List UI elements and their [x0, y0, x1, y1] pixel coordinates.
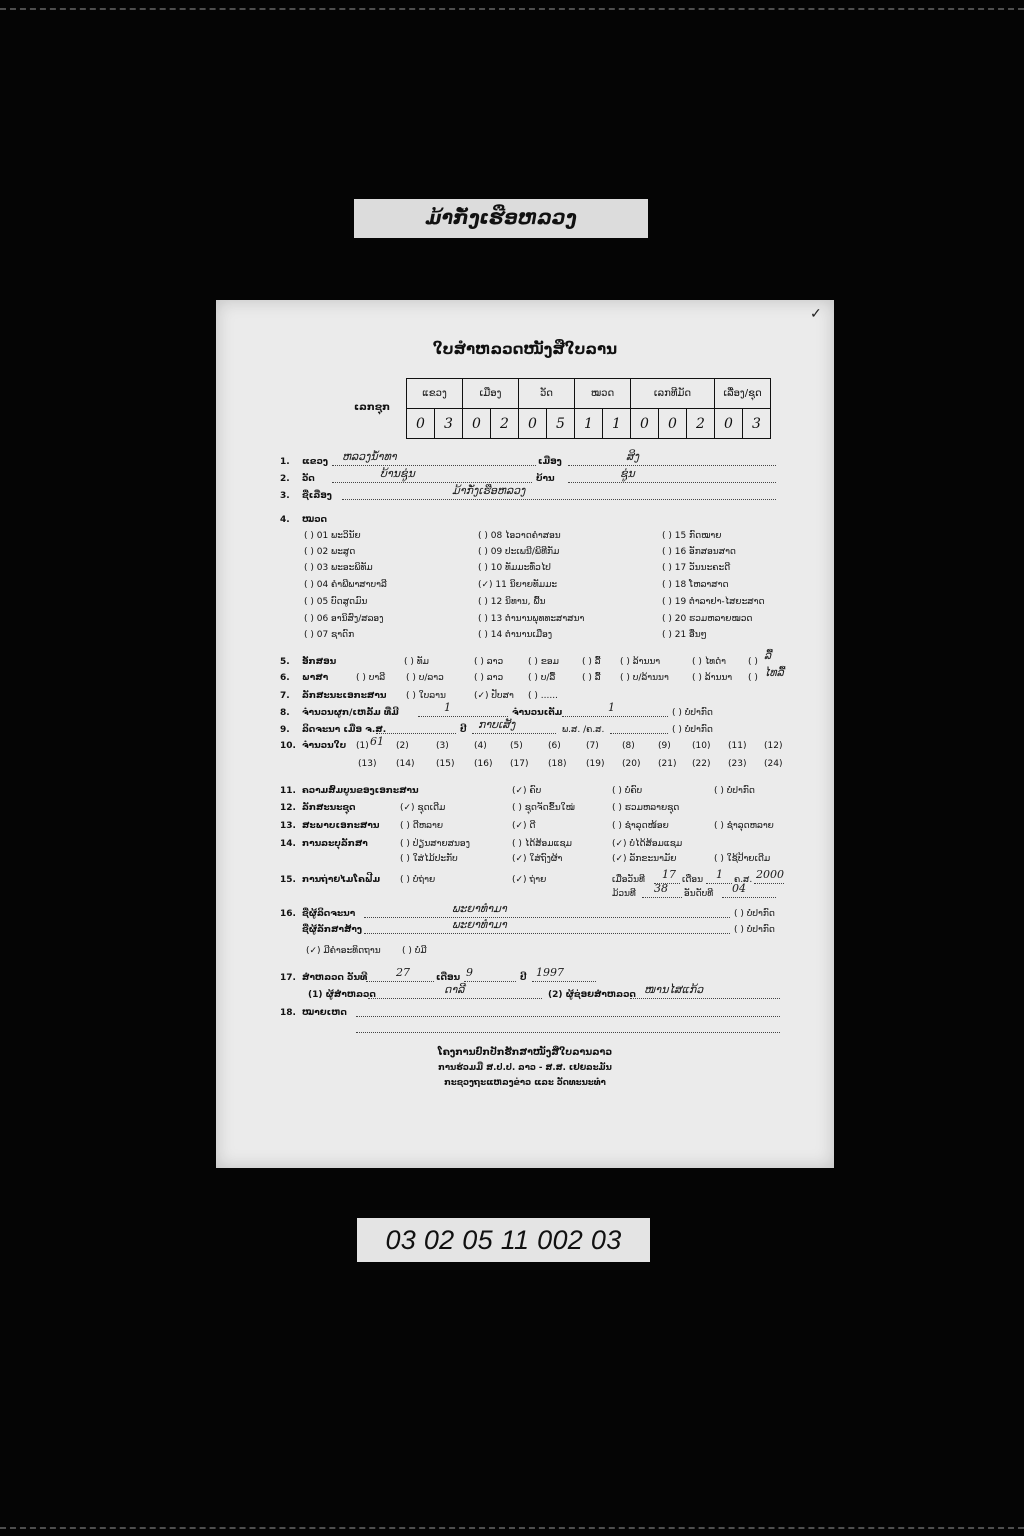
code-digit: 0	[659, 409, 687, 439]
script-option: ( ) ຂອມ	[528, 657, 559, 667]
survey-day: 27	[396, 966, 410, 979]
code-digit: 0	[519, 409, 547, 439]
leaves-slot: (15)	[436, 759, 455, 769]
province-label: ແຂວງ	[302, 457, 329, 467]
reel-code-label: 03 02 05 11 002 03	[357, 1218, 650, 1262]
fill-line	[418, 716, 508, 717]
fill-line	[532, 981, 596, 982]
language-option: ( ) ບ/ລື້	[528, 673, 556, 683]
script-option: ( ) ໄທດຳ	[692, 657, 726, 667]
code-digit: 2	[687, 409, 715, 439]
preservation-option: ( ) ໃຊ້ປ້າຍເດີມ	[714, 854, 771, 864]
code-label: ເລກຊຸກ	[354, 402, 391, 413]
prayer-option-checked: (✓) ມີຄຳອະທິດຖານ	[306, 946, 381, 956]
category-option: ( ) 01 ພະວິນັຍ	[304, 531, 361, 541]
leaves-first-value: 61	[370, 735, 384, 748]
corner-check-mark: ✓	[810, 306, 822, 322]
fill-line	[722, 897, 776, 898]
survey-year-label: ປີ	[520, 973, 527, 983]
language-option: ( ) ບ/ລ້ານນາ	[620, 673, 669, 683]
row-number: 13.	[280, 821, 296, 831]
code-digit-row	[407, 409, 771, 439]
category-option: ( ) 09 ປະເພນີ/ພິທີກັມ	[478, 547, 560, 557]
language-option: ( ) ລ້ານນາ	[692, 673, 733, 683]
language-other-box: ( )	[748, 673, 758, 683]
category-option: ( ) 06 ອານິສົງ/ສລອງ	[304, 614, 384, 624]
row-number: 11.	[280, 786, 296, 796]
bundles-unknown-option: ( ) ບໍ່ປາກົດ	[672, 708, 713, 718]
fill-line	[562, 716, 668, 717]
row-number: 18.	[280, 1008, 296, 1018]
row-number: 7.	[280, 691, 290, 701]
bundles-full-value: 1	[608, 701, 615, 714]
district-label: ເມືອງ	[538, 457, 562, 467]
leaves-slot: (23)	[728, 759, 747, 769]
row-number: 8.	[280, 708, 290, 718]
row-number: 1.	[280, 457, 290, 467]
script-option: ( ) ລາວ	[474, 657, 504, 667]
film-edge-bottom	[0, 1527, 1024, 1529]
code-col-story: ເລື່ອງ/ຊຸດ	[715, 379, 771, 409]
prayer-option: ( ) ບໍ່ມີ	[402, 946, 427, 956]
fill-line	[342, 499, 776, 500]
preservation-label: ການລະບຸລັກສາ	[302, 839, 368, 849]
row-number: 15.	[280, 875, 296, 885]
fill-line	[356, 1032, 780, 1033]
category-option: ( ) 18 ໂຫລາສາດ	[662, 580, 729, 590]
completeness-label: ຄວາມສົມບູນຂອງເອກະສານ	[302, 786, 419, 796]
survey-month-label: ເດືອນ	[436, 973, 461, 983]
code-digit: 0	[463, 409, 491, 439]
remarks-label: ໝາຍເຫດ	[302, 1008, 347, 1018]
leaves-slot: (12)	[764, 741, 783, 751]
language-option: ( ) ລື້	[582, 673, 601, 683]
script-option: ( ) ທັມ	[404, 657, 429, 667]
code-digit: 1	[575, 409, 603, 439]
material-option: ( ) ......	[528, 691, 558, 701]
leaves-slot: (14)	[396, 759, 415, 769]
author-unknown-option: ( ) ບໍ່ປາກົດ	[734, 909, 775, 919]
microfilm-year-label: ຄ.ສ.	[734, 875, 753, 885]
microfilm-reel: 38	[654, 882, 668, 895]
microfilm-option: ( ) ບໍ່ຖ່າຍ	[400, 875, 436, 885]
fill-line	[356, 1016, 780, 1017]
condition-label: ສະພາບເອກະສານ	[302, 821, 380, 831]
row-number: 2.	[280, 474, 290, 484]
fill-line	[332, 482, 532, 483]
story-title-value: ມ້າກັ່ງເຮືອຫລວງ	[452, 484, 526, 497]
category-option: ( ) 02 ພະສູດ	[304, 547, 356, 557]
row-number: 10.	[280, 741, 296, 751]
material-option-checked: (✓) ປັບສາ	[474, 691, 514, 701]
script-label: ອັກສອນ	[302, 657, 337, 667]
bundles-full-label: ຈຳນວນເຕັມ	[512, 708, 563, 718]
assistant-label: (2) ຜູ້ຊ່ອຍສຳຫລວດ	[548, 990, 636, 1000]
microfilm-order-label: ອັນດັບທີ	[684, 889, 714, 899]
leaves-slot: (7)	[586, 741, 599, 751]
copyist-unknown-option: ( ) ບໍ່ປາກົດ	[734, 925, 775, 935]
survey-year: 1997	[536, 966, 564, 979]
preservation-option-checked: (✓) ໃສ່ຖົງຜ້າ	[512, 854, 563, 864]
fill-line	[642, 897, 682, 898]
leaves-slot: (17)	[510, 759, 529, 769]
fill-line	[610, 733, 668, 734]
code-header-row	[407, 379, 771, 409]
row-number: 3.	[280, 491, 290, 501]
category-option: ( ) 12 ນິທານ, ພື້ນ	[478, 597, 546, 607]
fill-line	[472, 733, 556, 734]
microfilm-reel-label: ມ້ວນທີ	[612, 889, 636, 899]
temple-label: ວັດ	[302, 474, 315, 484]
material-option: ( ) ໃບລານ	[406, 691, 446, 701]
set-type-option: ( ) ຊຸດຈັດຂຶ້ນໃໝ່	[512, 803, 575, 813]
fill-line	[754, 883, 784, 884]
film-edge-top	[0, 8, 1024, 10]
fill-line	[464, 981, 516, 982]
surveyor-label: (1) ຜູ້ສຳຫລວດ	[308, 990, 376, 1000]
preservation-option: ( ) ໃສ່ໄມ້ປະກັບ	[400, 854, 458, 864]
completeness-option: ( ) ບໍ່ປາກົດ	[714, 786, 755, 796]
leaves-label: ຈຳນວນໃບ	[302, 741, 347, 751]
written-era-label: ພ.ສ. /ຄ.ສ.	[562, 725, 605, 735]
code-digit: 2	[491, 409, 519, 439]
microfilm-year: 2000	[756, 868, 784, 881]
category-option: ( ) 05 ບົດສູດມົນ	[304, 597, 368, 607]
fill-line	[568, 482, 776, 483]
row-number: 16.	[280, 909, 296, 919]
category-label: ໝວດ	[302, 515, 328, 525]
preservation-option-checked: (✓) ບໍ່ໄດ້ສ້ອມແຊມ	[612, 839, 683, 849]
written-year-label: ປີ	[460, 725, 467, 735]
footer-cooperation: ການຮ່ວມມື ສ.ປ.ປ. ລາວ - ສ.ສ. ເຢຍລະມັນ	[438, 1063, 612, 1073]
script-option: ( ) ລື້	[582, 657, 601, 667]
condition-option: ( ) ດີຫລາຍ	[400, 821, 444, 831]
category-option: ( ) 08 ໄອວາດຄຳສອນ	[478, 531, 561, 541]
category-option: ( ) 21 ອື່ນໆ	[662, 630, 707, 640]
row-number: 4.	[280, 515, 290, 525]
condition-option-checked: (✓) ດີ	[512, 821, 536, 831]
code-col-province: ແຂວງ	[407, 379, 463, 409]
leaves-slot: (2)	[396, 741, 409, 751]
microfilm-order: 04	[732, 882, 746, 895]
leaves-slot: (16)	[474, 759, 493, 769]
microfilm-date-label: ເມື່ອວັນທີ	[612, 875, 645, 885]
script-option: ( ) ລ້ານນາ	[620, 657, 661, 667]
set-type-label: ລັກສະນະຊຸດ	[302, 803, 356, 813]
set-type-option: ( ) ຮວມຫລາຍຊຸດ	[612, 803, 680, 813]
code-digit: 3	[435, 409, 463, 439]
code-col-category: ໝວດ	[575, 379, 631, 409]
fill-line	[364, 933, 730, 934]
code-col-bundle: ເລກທີມັດ	[631, 379, 715, 409]
code-table	[406, 378, 771, 439]
leaves-slot: (10)	[692, 741, 711, 751]
row-number: 12.	[280, 803, 296, 813]
footer-ministry: ກະຊວງຖະແຫລງຂ່າວ ແລະ ວັດທະນະທຳ	[444, 1078, 606, 1088]
fill-line	[332, 465, 536, 466]
category-option: ( ) 20 ຮວມຫລາຍໝວດ	[662, 614, 753, 624]
category-option: ( ) 17 ວັນນະຄະດີ	[662, 563, 731, 573]
fill-line	[364, 917, 730, 918]
script-other-value: ລື້	[764, 649, 772, 662]
leaves-slot: (8)	[622, 741, 635, 751]
author-value: ພະຍາທຳມາ	[452, 902, 507, 915]
microfilm-option-checked: (✓) ຖ່າຍ	[512, 875, 547, 885]
fill-line	[706, 883, 732, 884]
leaves-slot: (5)	[510, 741, 523, 751]
microfilm-label: ການຖ່າຍໄມໂຄຟີມ	[302, 875, 381, 885]
category-option: ( ) 07 ຊາດົກ	[304, 630, 355, 640]
leaves-slot: (4)	[474, 741, 487, 751]
script-other-box: ( )	[748, 657, 758, 667]
story-title-label: ຊື່ເລື່ອງ	[302, 491, 332, 501]
author-label: ຊື່ຜູ້ລິດຈະນາ	[302, 909, 356, 919]
category-option: ( ) 19 ຕຳລາຢາ-ໄສຍະສາດ	[662, 597, 765, 607]
category-option: ( ) 15 ກົດໝາຍ	[662, 531, 722, 541]
row-number: 14.	[280, 839, 296, 849]
leaves-slot: (24)	[764, 759, 783, 769]
preservation-option-checked: (✓) ລັກຂະນາມັຍ	[612, 854, 677, 864]
row-number: 5.	[280, 657, 290, 667]
bundles-value: 1	[444, 701, 451, 714]
preservation-option: ( ) ໄດ້ສ້ອມແຊມ	[512, 839, 572, 849]
fill-line	[630, 998, 780, 999]
row-number: 6.	[280, 673, 290, 683]
set-type-option-checked: (✓) ຊຸດເດີມ	[400, 803, 446, 813]
completeness-option-checked: (✓) ຄົບ	[512, 786, 542, 796]
leaves-slot: (22)	[692, 759, 711, 769]
leaves-slot: (19)	[586, 759, 605, 769]
category-option: ( ) 16 ອັກສອນສາດ	[662, 547, 736, 557]
leaves-slot: (6)	[548, 741, 561, 751]
microfilm-month-label: ເດືອນ	[682, 875, 704, 885]
written-label: ລິດຈະນາ ເມື່ອ ຈ.ສ.	[302, 725, 387, 735]
copyist-label: ຊື່ຜູ້ລັກສາສ້າງ	[302, 925, 362, 935]
fill-line	[568, 465, 776, 466]
condition-option: ( ) ຊຳລຸດຫລາຍ	[714, 821, 774, 831]
category-option: ( ) 03 ພະອະພິທັມ	[304, 563, 373, 573]
leaves-slot: (9)	[658, 741, 671, 751]
code-digit: 1	[603, 409, 631, 439]
survey-date-label: ສຳຫລວດ ວັນທີ	[302, 973, 368, 983]
province-value: ຫລວງນ້ຳທາ	[342, 450, 397, 463]
category-option: ( ) 04 ຄຳພີພາສາບາລີ	[304, 580, 387, 590]
code-digit: 0	[715, 409, 743, 439]
row-number: 17.	[280, 973, 296, 983]
form-title: ໃບສຳຫລວດໜັງສືໃບລານ	[432, 340, 618, 358]
bundles-label: ຈຳນວນຜູກ/ເຫລັ້ມ ທີ່ມີ	[302, 708, 399, 718]
written-unknown-option: ( ) ບໍ່ປາກົດ	[672, 725, 713, 735]
code-digit: 5	[547, 409, 575, 439]
code-digit: 0	[631, 409, 659, 439]
temple-value: ບ້ານຊູ່ນ	[380, 467, 415, 480]
assistant-value: ໜານໄສແກ້ວ	[644, 983, 704, 996]
category-option: ( ) 13 ຕຳນານພຸທທະສາສນາ	[478, 614, 585, 624]
leaves-slot: (13)	[358, 759, 377, 769]
leaves-slot: (1)	[356, 741, 369, 751]
category-option-checked: (✓) 11 ນິຍາຍທັມມະ	[478, 580, 558, 590]
village-label: ບ້ານ	[536, 474, 555, 484]
written-year-value: ກາບເສັງ	[478, 718, 516, 731]
material-label: ລັກສະນະເອກະສານ	[302, 691, 387, 701]
code-digit: 3	[743, 409, 771, 439]
code-col-temple: ວັດ	[519, 379, 575, 409]
row-number: 9.	[280, 725, 290, 735]
copyist-value: ພະຍາທຳມາ	[452, 918, 507, 931]
microfilm-day: 17	[662, 868, 676, 881]
code-col-district: ເມືອງ	[463, 379, 519, 409]
fill-line	[366, 981, 434, 982]
language-label: ພາສາ	[302, 673, 329, 683]
leaves-slot: (11)	[728, 741, 747, 751]
category-option: ( ) 10 ທັມມະທົ່ວໄປ	[478, 563, 551, 573]
leaves-slot: (20)	[622, 759, 641, 769]
leaves-slot: (18)	[548, 759, 567, 769]
preservation-option: ( ) ປ່ຽນສາຍສນອງ	[400, 839, 470, 849]
manuscript-title-label: ມ້າກັ່ງເຮືອຫລວງ	[354, 199, 648, 238]
language-option: ( ) ບາລີ	[356, 673, 386, 683]
survey-form-page	[216, 300, 834, 1168]
language-other-value: ໄທລື້	[764, 666, 784, 679]
village-value: ຊູ່ນ	[620, 467, 635, 480]
surveyor-value: ດາລີ	[444, 983, 465, 996]
condition-option: ( ) ຊຳລຸດໜ້ອຍ	[612, 821, 669, 831]
language-option: ( ) ບ/ລາວ	[406, 673, 444, 683]
survey-month: 9	[466, 966, 473, 979]
completeness-option: ( ) ບໍ່ຄົບ	[612, 786, 643, 796]
language-option: ( ) ລາວ	[474, 673, 504, 683]
fill-line	[368, 998, 542, 999]
footer-project: ໂຄງການປົກປັກຮັກສາໜັງສືໃບລານລາວ	[437, 1047, 613, 1058]
leaves-slot: (21)	[658, 759, 677, 769]
code-digit: 0	[407, 409, 435, 439]
microfilm-month: 1	[716, 868, 723, 881]
leaves-slot: (3)	[436, 741, 449, 751]
fill-line	[376, 733, 456, 734]
district-value: ສິງ	[626, 450, 640, 463]
category-option: ( ) 14 ຕຳນານເມືອງ	[478, 630, 553, 640]
